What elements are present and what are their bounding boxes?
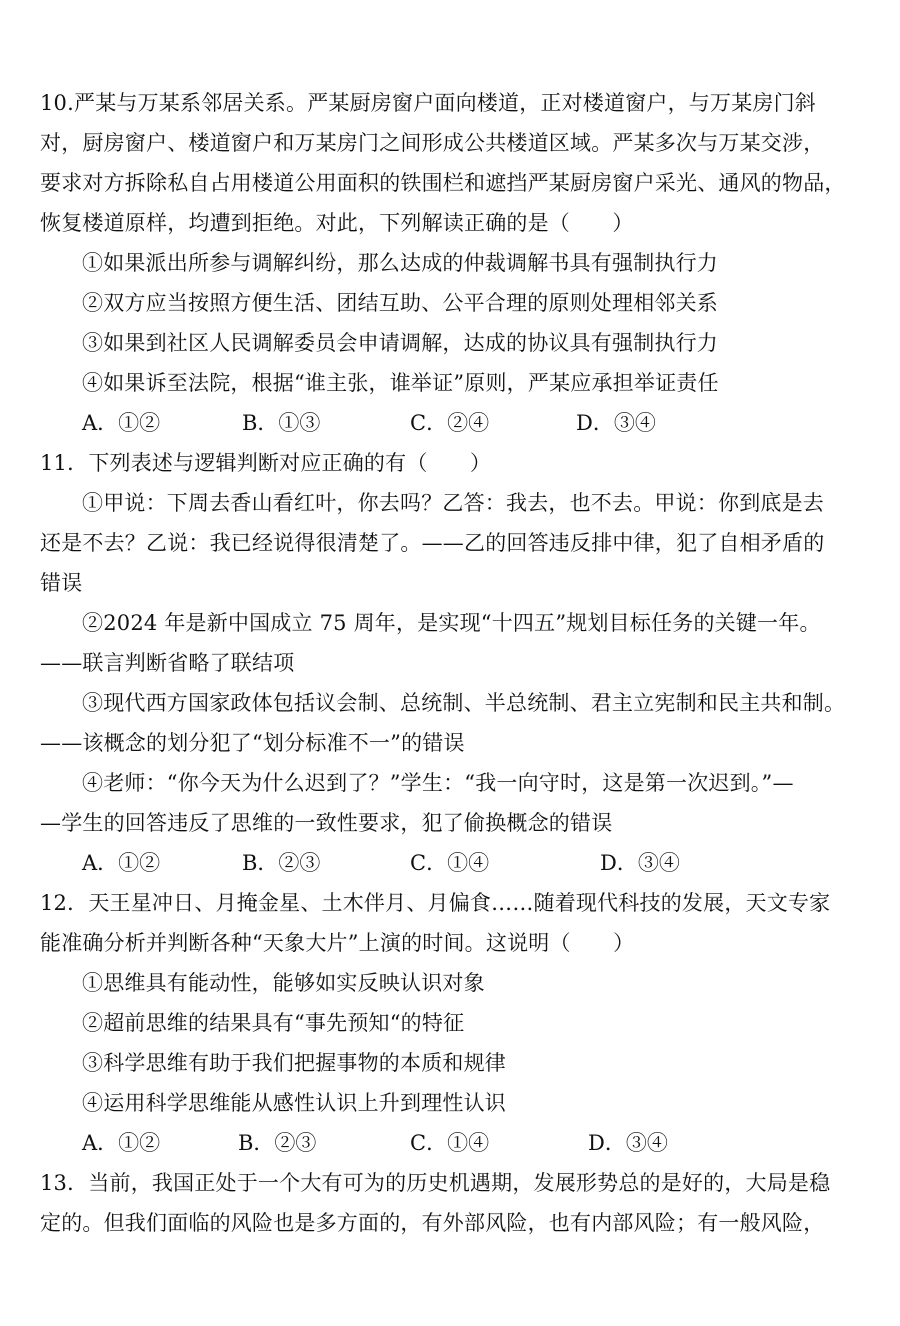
question-11-option-a: A．①②: [82, 851, 161, 875]
question-10-option-d: D．③④: [576, 411, 656, 435]
question-12-item-1: ①思维具有能动性，能够如实反映认识对象: [82, 971, 485, 995]
question-12-item-4: ④运用科学思维能从感性认识上升到理性认识: [82, 1091, 506, 1115]
question-11-item-4-line-1: ④老师：“你今天为什么迟到了？”学生：“我一向守时，这是第一次迟到。”—: [82, 771, 794, 795]
question-11-item-4-line-2: —学生的回答违反了思维的一致性要求，犯了偷换概念的错误: [40, 811, 613, 835]
question-10-item-4: ④如果诉至法院，根据“谁主张，谁举证”原则，严某应承担举证责任: [82, 371, 719, 395]
question-11-item-3-line-1: ③现代西方国家政体包括议会制、总统制、半总统制、君主立宪制和民主共和制。: [82, 691, 846, 715]
question-10-item-3: ③如果到社区人民调解委员会申请调解，达成的协议具有强制执行力: [82, 331, 718, 355]
question-10-stem-line-4: 恢复楼道原样，均遭到拒绝。对此，下列解读正确的是（ ）: [40, 211, 634, 235]
question-10-item-1: ①如果派出所参与调解纠纷，那么达成的仲裁调解书具有强制执行力: [82, 251, 718, 275]
question-11-stem-line-1: 11．下列表述与逻辑判断对应正确的有（ ）: [40, 451, 492, 475]
question-11-item-2-line-2: ——联言判断省略了联结项: [40, 651, 295, 675]
question-12-option-d: D．③④: [588, 1131, 668, 1155]
question-11-item-1-line-2: 还是不去？乙说：我已经说得很清楚了。——乙的回答违反排中律，犯了自相矛盾的: [40, 531, 825, 555]
question-13-stem-line-2: 定的。但我们面临的风险也是多方面的，有外部风险，也有内部风险；有一般风险，: [40, 1211, 825, 1235]
question-12-option-c: C．①④: [410, 1131, 490, 1155]
question-10-stem-line-1: 10.严某与万某系邻居关系。严某厨房窗户面向楼道，正对楼道窗户，与万某房门斜: [40, 91, 816, 115]
question-11-option-c: C．①④: [410, 851, 490, 875]
question-11-option-b: B．②③: [242, 851, 321, 875]
question-13-stem-line-1: 13．当前，我国正处于一个大有可为的历史机遇期，发展形势总的是好的，大局是稳: [40, 1171, 831, 1195]
question-10-stem-line-3: 要求对方拆除私自占用楼道公用面积的铁围栏和遮挡严某厨房窗户采光、通风的物品，: [40, 171, 846, 195]
question-12-option-a: A．①②: [82, 1131, 161, 1155]
question-12-option-b: B．②③: [238, 1131, 317, 1155]
question-10-option-c: C．②④: [410, 411, 490, 435]
question-11-item-2-line-1: ②2024 年是新中国成立 75 周年，是实现“十四五”规划目标任务的关键一年。: [82, 611, 821, 635]
question-10-stem-line-2: 对，厨房窗户、楼道窗户和万某房门之间形成公共楼道区域。严某多次与万某交涉，: [40, 131, 825, 155]
question-10-option-a: A．①②: [82, 411, 161, 435]
question-10-item-2: ②双方应当按照方便生活、团结互助、公平合理的原则处理相邻关系: [82, 291, 718, 315]
question-11-item-1-line-3: 错误: [40, 571, 83, 595]
question-12-item-3: ③科学思维有助于我们把握事物的本质和规律: [82, 1051, 506, 1075]
question-12-stem-line-1: 12．天王星冲日、月掩金星、土木伴月、月偏食……随着现代科技的发展，天文专家: [40, 891, 831, 915]
question-12-stem-line-2: 能准确分析并判断各种“天象大片”上演的时间。这说明（ ）: [40, 931, 635, 955]
question-11-option-d: D．③④: [600, 851, 680, 875]
question-12-item-2: ②超前思维的结果具有“事先预知“的特征: [82, 1011, 465, 1035]
question-10-option-b: B．①③: [242, 411, 321, 435]
question-11-item-3-line-2: ——该概念的划分犯了“划分标准不一”的错误: [40, 731, 465, 755]
question-11-item-1-line-1: ①甲说：下周去香山看红叶，你去吗？乙答：我去，也不去。甲说：你到底是去: [82, 491, 824, 515]
